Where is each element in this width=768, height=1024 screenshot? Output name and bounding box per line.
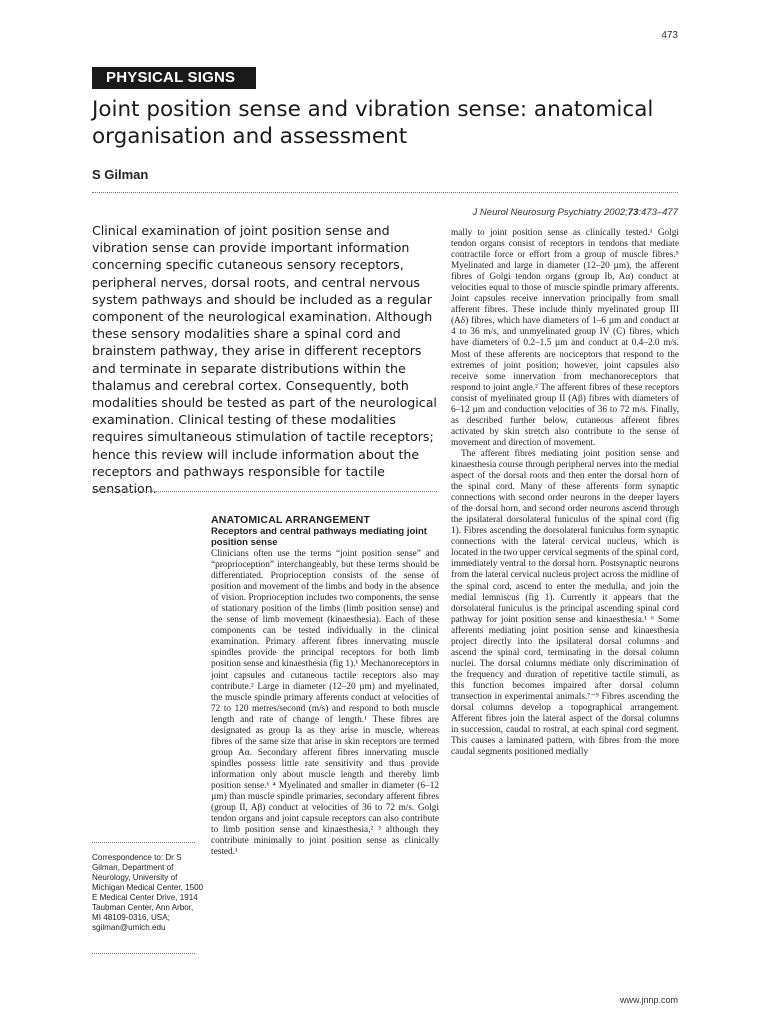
- footer-url[interactable]: www.jnnp.com: [619, 995, 678, 1005]
- citation-pages: :473–477: [638, 207, 678, 218]
- dotted-divider: [92, 192, 678, 193]
- page-number: 473: [661, 30, 678, 41]
- body-column-2: [451, 228, 679, 960]
- correspondence-address: Correspondence to: Dr S Gilman, Department of Neurology, University of Michigan Medical Center, 1500 E Medical Center Drive, 1914 Taubman Center, Ann Arbor, MI 48109-0316, USA; sgilman@umich.edu: [92, 853, 204, 932]
- abstract: Clinical examination of joint position sense and vibration sense can provide important information concerning specific cutaneous sensory receptors, peripheral nerves, dorsal roots, and central nervous system pathways and should be included as a regular component of the neurological examination. Although these sensory modalities share a spinal cord and brainstem pathway, they arise in different receptors and terminate in separate distributions within the thalamus and cerebral cortex. Consequently, both modalities should be tested as part of the neurological examination. Clinical testing of these modalities requires simultaneous stimulation of tactile receptors; hence this review will include information about the receptors and pathways responsible for tactile sensation.: [92, 223, 437, 497]
- citation-journal: J Neurol Neurosurg Psychiatry: [472, 207, 602, 218]
- article-title: Joint position sense and vibration sense: anatomical organisation and assessment: [92, 97, 654, 149]
- body-paragraph: mally to joint position sense as clinically tested.¹ Golgi tendon organs consist of receptors in tendons that mediate contractile force or effort from a group of muscle fibres.⁵ Myelinated and large in diameter (12–20 µm), the afferent fibres of Golgi tendon organs (group Ib, Aα) conduct at velocities equal to those of muscle spindle primary afferents. Joint capsules receive innervation principally from small afferent fibres. These include thinly myelinated group III (Aδ) fibres, which have diameters of 1–6 µm and conduct at 4 to 36 m/s, and unmyelinated group IV (C) fibres, which have diameters of 0.2–1.5 µm and conduct at 0.4–2.0 m/s. Most of these afferents are nociceptors that respond to the extremes of joint position; however, joint capsules also receive some innervation from mechanoreceptors that respond to joint angle.² The afferent fibres of these receptors consist of myelinated group II (Aβ) fibres with diameters of 6–12 µm and conduction velocities of 36 to 72 m/s. Finally, as described further below, cutaneous afferent fibres activated by skin stretch also contribute to the sense of movement and direction of movement.: [451, 228, 679, 448]
- section-label: PHYSICAL SIGNS: [92, 67, 256, 89]
- section-subheading: Receptors and central pathways mediating joint position sense: [211, 526, 427, 548]
- journal-citation: [473, 207, 678, 218]
- body-column-1: [211, 549, 439, 959]
- citation-year: 2002;: [604, 207, 628, 218]
- section-heading: ANATOMICAL ARRANGEMENT: [211, 514, 371, 526]
- abstract-divider: [92, 491, 437, 492]
- body-paragraph: Clinicians often use the terms “joint position sense” and “proprioception” interchangeably, but these terms should be differentiated. Proprioception consists of the sense of position and movement of the limbs and body in the absence of vision. Proprioception includes two components, the sense of stationary position of the limbs (limb position sense) and the sense of limb movement (kinaesthesia). Each of these components can be tested individually in the clinical examination. Primary afferent fibres innervating muscle spindles provide the principal receptors for both limb position sense and kinaesthesia (fig 1).¹ Mechanoreceptors in joint capsules and cutaneous tactile receptors also may contribute.² Large in diameter (12–20 µm) and myelinated, the muscle spindle primary afferents conduct at velocities of 72 to 120 metres/second (m/s) and respond to both muscle length and rate of change of length.¹ These fibres are designated as group Ia as they arise in muscle, whereas fibres of the same size that arise in skin receptors are termed group Aα. Secondary afferent fibres innervating muscle spindles possess little rate sensitivity and thus provide information only about muscle length and thereby limb position sense.¹ ⁴ Myelinated and smaller in diameter (6–12 µm) than muscle spindle primaries, secondary afferent fibres (group II, Aβ) conduct at velocities of 36 to 72 m/s. Golgi tendon organs and joint capsule receptors can also contribute to limb position sense and kinaesthesia,² ³ although they contribute minimally to joint position sense as clinically tested.¹: [211, 549, 439, 858]
- body-paragraph: The afferent fibres mediating joint position sense and kinaesthesia course through peripheral nerves into the medial aspect of the dorsal roots and then enter the dorsal horn of the spinal cord. Many of these afferents form synaptic connections with second order neurons in the deeper layers of the dorsal horn, and second order neurons ascend through the ipsilateral dorsolateral funiculus of the spinal cord (fig 1). Fibres ascending the dorsolateral funiculus form synaptic connections with the lateral cervical nucleus, which is located in the two upper cervical segments of the spinal cord, immediately ventral to the dorsal horn. Postsynaptic neurons from the lateral cervical nucleus project across the midline of the spinal cord, ascend to enter the medulla, and join the medial lemniscus (fig 1). Currently it appears that the dorsolateral funiculus is the principal ascending spinal cord pathway for joint position sense and kinaesthesia.¹ ⁶ Some afferents mediating joint position sense and kinaesthesia project directly into the ipsilateral dorsal columns and ascend the spinal cord, terminating in the dorsal column nuclei. The dorsal columns mediate only discrimination of the frequency and duration of repetitive tactile stimuli, as this function becomes impaired after dorsal column transection in experimental animals.⁷⁻⁹ Fibres ascending the dorsal columns develop a topographical arrangement. Afferent fibres join the lateral aspect of the dorsal columns in succession, caudal to rostral, at each spinal cord segment. This causes a laminated pattern, with fibres from the more caudal segments positioned medially: [451, 448, 679, 758]
- citation-volume: 73: [627, 207, 639, 218]
- correspondence-divider-top: [92, 842, 195, 843]
- author-name: S Gilman: [92, 167, 149, 182]
- correspondence-divider-bottom: [92, 953, 195, 954]
